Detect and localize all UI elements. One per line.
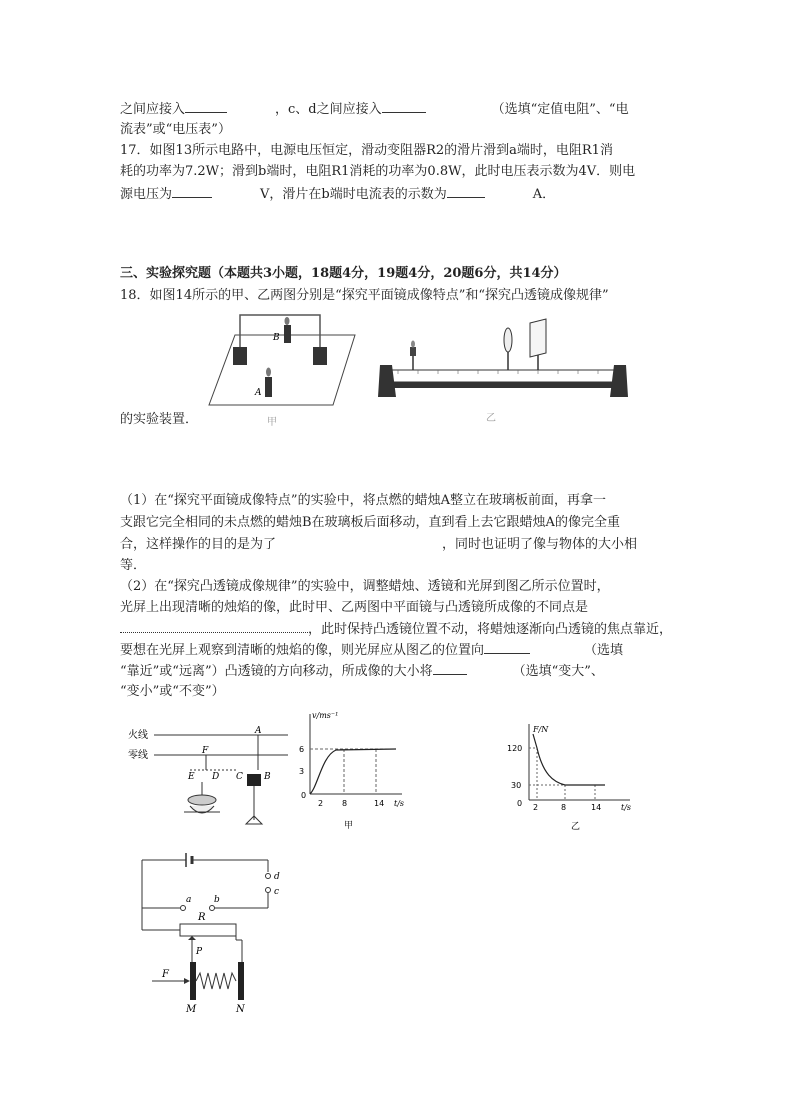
- svg-text:14: 14: [374, 799, 385, 808]
- svg-text:F: F: [162, 969, 169, 980]
- q17-line3: 源电压为 V，滑片在b端时电流表的示数为 A．: [120, 187, 556, 202]
- q17-blank-voltage[interactable]: [172, 185, 212, 198]
- glass-plate: [240, 315, 320, 347]
- vt-ylabel: v/ms⁻¹: [312, 711, 339, 720]
- q17-line1: 17．如图13所示电路中，电源电压恒定，滑动变阻器R2的滑片滑到a端时，电阻R1消: [120, 143, 613, 158]
- q16-blank-2[interactable]: [382, 100, 426, 113]
- candle-b: [284, 325, 291, 343]
- q18-p2-line1: （2）在“探究凸透镜成像规律”的实验中，调整蜡烛、透镜和光屏到图乙所示位置时，: [120, 579, 610, 594]
- q18-p2-blank-difference[interactable]: [120, 620, 308, 633]
- svg-text:d: d: [274, 872, 280, 882]
- svg-text:14: 14: [591, 803, 602, 812]
- fig-wiring: [128, 722, 293, 832]
- q18-p2-line6: “变小”或“不变”）: [120, 684, 225, 699]
- q18-p2-line2: 光屏上出现清晰的烛焰的像，此时甲、乙两图中平面镜与凸透镜所成像的不同点是: [120, 600, 589, 615]
- label-candle-a: A: [255, 388, 262, 398]
- svg-text:2: 2: [533, 803, 539, 812]
- q18-p2-blank-size[interactable]: [433, 662, 467, 675]
- fig14-caption-yi: 乙: [486, 413, 496, 424]
- svg-text:E: E: [188, 772, 195, 782]
- q18-p1-line2: 支跟它完全相同的未点燃的蜡烛B在玻璃板后面移动，直到看上去它跟蜡烛A的像完全重: [120, 515, 620, 530]
- vt-curve: [310, 749, 396, 794]
- q16-blank-1[interactable]: [185, 100, 227, 113]
- candle-a: [265, 377, 272, 397]
- q18-p1-line1: （1）在“探究平面镜成像特点”的实验中，将点燃的蜡烛A整立在玻璃板前面，再拿一: [120, 493, 606, 508]
- fig14-yi: [378, 315, 628, 425]
- svg-text:0: 0: [301, 791, 307, 800]
- optical-bench-ruler: [390, 370, 618, 382]
- light-screen: [530, 319, 546, 357]
- q18-p2-line3: ，此时保持凸透镜位置不动，将蜡烛逐渐向凸透镜的焦点靠近，: [120, 620, 672, 639]
- fig-vt-graph: [296, 706, 406, 834]
- svg-text:N: N: [236, 1004, 245, 1015]
- svg-text:F: F: [202, 746, 209, 756]
- label-candle-b: B: [273, 333, 280, 343]
- svg-text:2: 2: [318, 799, 324, 808]
- svg-text:D: D: [212, 772, 220, 782]
- section3-heading: 三、实验探究题（本题共3小题，18题4分，19题4分，20题6分，共14分）: [120, 266, 567, 281]
- rheostat-r: [180, 924, 236, 936]
- label-live-wire: 火线: [128, 730, 148, 741]
- svg-text:6: 6: [299, 745, 305, 754]
- fig14-jia: [205, 305, 365, 430]
- svg-text:0: 0: [517, 799, 523, 808]
- svg-text:C: C: [236, 772, 243, 782]
- ft-caption: 乙: [571, 822, 581, 832]
- vt-xlabel: t/s: [394, 799, 405, 808]
- svg-text:A: A: [255, 726, 262, 736]
- glass-holder-left: [233, 347, 247, 365]
- lamp-shade: [188, 795, 216, 805]
- plate-m: [190, 962, 196, 1000]
- svg-text:R: R: [198, 912, 206, 923]
- ft-xlabel: t/s: [621, 803, 632, 812]
- q18-p1-line4: 等．: [120, 558, 147, 573]
- q18-p1-line3: 合，这样操作的目的是为了 ，同时也证明了像与物体的大小相: [120, 537, 638, 552]
- svg-text:8: 8: [342, 799, 348, 808]
- svg-text:B: B: [264, 772, 271, 782]
- svg-text:8: 8: [561, 803, 567, 812]
- convex-lens: [504, 328, 512, 352]
- q18-p2-line5: “靠近”或“远离”）凸透镜的方向移动，所成像的大小将 （选填“变大”、: [120, 664, 604, 679]
- fig-ft-graph: [505, 714, 635, 834]
- spring: [196, 973, 236, 989]
- q18-p2-line4: 要想在光屏上观察到清晰的烛焰的像，则光屏应从图乙的位置向 （选填: [120, 643, 624, 658]
- q17-blank-current[interactable]: [447, 185, 485, 198]
- ft-curve: [533, 734, 605, 785]
- fig-pressure-circuit: [136, 850, 296, 1015]
- plate-n: [238, 962, 244, 1000]
- glass-holder-right: [313, 347, 327, 365]
- svg-text:a: a: [186, 895, 192, 905]
- q18-line1: 18．如图14所示的甲、乙两图分别是“探究平面镜成像特点”和“探究凸透镜成像规律”: [120, 288, 609, 303]
- switch-box: [247, 774, 261, 786]
- fig14-caption-jia: 甲: [267, 417, 277, 428]
- q18-p2-blank-direction[interactable]: [484, 641, 530, 654]
- svg-text:M: M: [186, 1004, 197, 1015]
- q18-line2: 的实验装置．: [120, 412, 199, 427]
- q16-line2: 流表”或“电压表”）: [120, 122, 231, 137]
- svg-text:P: P: [196, 947, 203, 957]
- svg-text:120: 120: [507, 744, 523, 753]
- vt-caption: 甲: [344, 821, 354, 831]
- svg-text:30: 30: [511, 781, 522, 790]
- svg-text:3: 3: [299, 767, 305, 776]
- label-neutral-wire: 零线: [128, 750, 148, 761]
- candle-on-bench: [410, 347, 416, 356]
- svg-text:c: c: [274, 887, 280, 897]
- ft-ylabel: F/N: [533, 725, 549, 734]
- q16-line1: 之间应接入 ，c、d之间应接入 （选填“定值电阻”、“电: [120, 102, 629, 117]
- q17-line2: 耗的功率为7.2W；滑到b端时，电阻R1消耗的功率为0.8W，此时电压表示数为4V．则电: [120, 164, 636, 179]
- svg-text:b: b: [214, 895, 220, 905]
